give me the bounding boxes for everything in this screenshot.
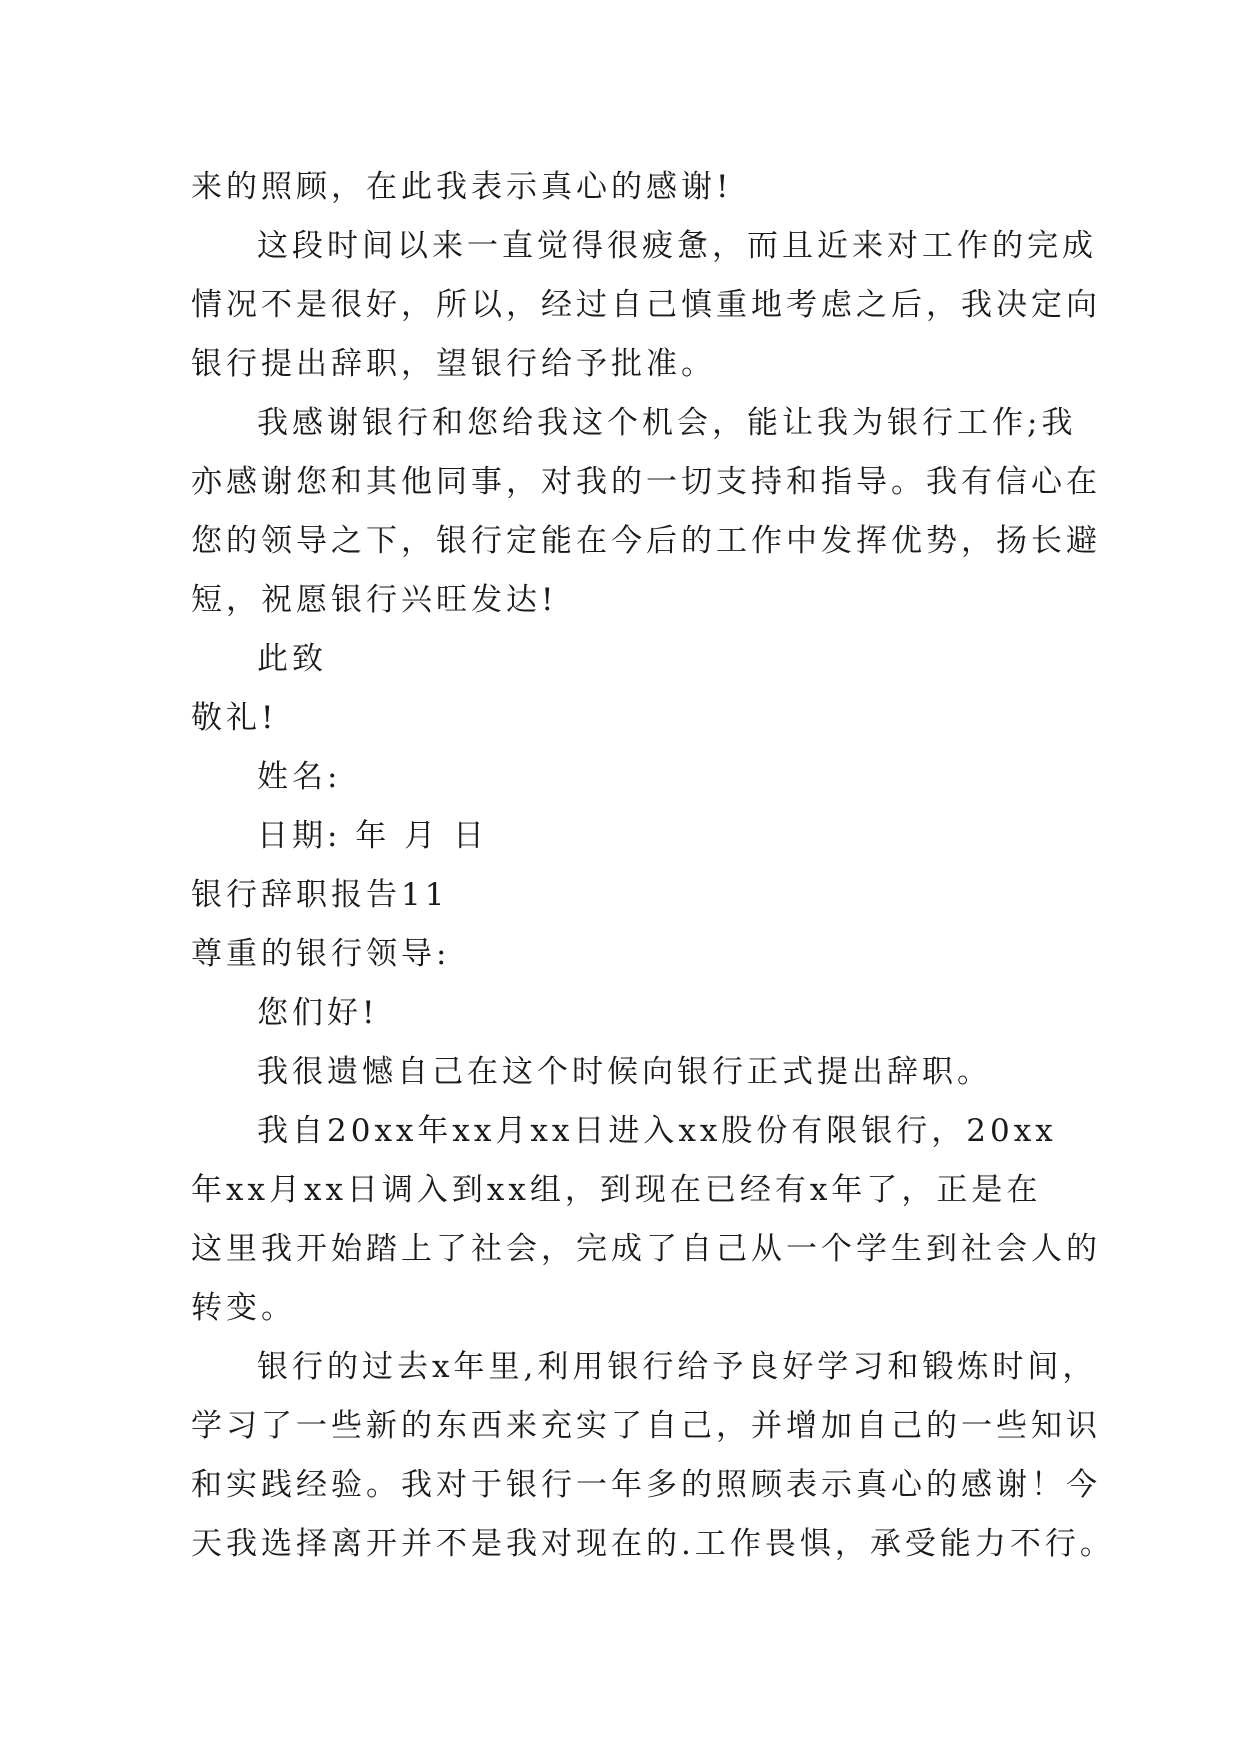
text-line: 天我选择离开并不是我对现在的.工作畏惧，承受能力不行。 — [191, 1526, 1115, 1562]
letter-body — [191, 158, 1115, 1574]
closing-respect: 敬礼! — [191, 700, 278, 736]
text-line: 年xx月xx日调入到xx组，到现在已经有x年了，正是在 — [191, 1172, 1042, 1208]
signature-name-label: 姓名: — [257, 759, 342, 795]
text-line: 转变。 — [191, 1290, 296, 1326]
signature-date-label: 日期: 年 月 日 — [257, 818, 489, 854]
text-line: 银行的过去x年里,利用银行给予良好学习和锻炼时间， — [257, 1349, 1098, 1385]
text-line: 这段时间以来一直觉得很疲惫，而且近来对工作的完成 — [257, 228, 1097, 264]
text-line: 我自20xx年xx月xx日进入xx股份有限银行，20xx — [257, 1113, 1057, 1149]
text-line: 情况不是很好，所以，经过自己慎重地考虑之后，我决定向 — [191, 287, 1101, 323]
closing-salutation: 此致 — [257, 641, 327, 677]
text-line: 这里我开始踏上了社会，完成了自己从一个学生到社会人的 — [191, 1231, 1101, 1267]
text-line: 和实践经验。我对于银行一年多的照顾表示真心的感谢！今 — [191, 1467, 1101, 1503]
text-line: 我很遗憾自己在这个时候向银行正式提出辞职。 — [257, 1054, 992, 1090]
text-line: 我感谢银行和您给我这个机会，能让我为银行工作;我 — [257, 405, 1077, 441]
letter-greeting: 尊重的银行领导: — [191, 936, 451, 972]
text-line: 亦感谢您和其他同事，对我的一切支持和指导。我有信心在 — [191, 464, 1101, 500]
text-line: 您们好! — [257, 995, 379, 1031]
text-line: 银行提出辞职，望银行给予批准。 — [191, 346, 716, 382]
text-line: 来的照顾，在此我表示真心的感谢! — [191, 169, 733, 205]
text-line: 您的领导之下，银行定能在今后的工作中发挥优势，扬长避 — [191, 523, 1101, 559]
text-line: 短，祝愿银行兴旺发达! — [191, 582, 558, 618]
section-title: 银行辞职报告11 — [191, 877, 449, 913]
text-line: 学习了一些新的东西来充实了自己，并增加自己的一些知识 — [191, 1408, 1101, 1444]
